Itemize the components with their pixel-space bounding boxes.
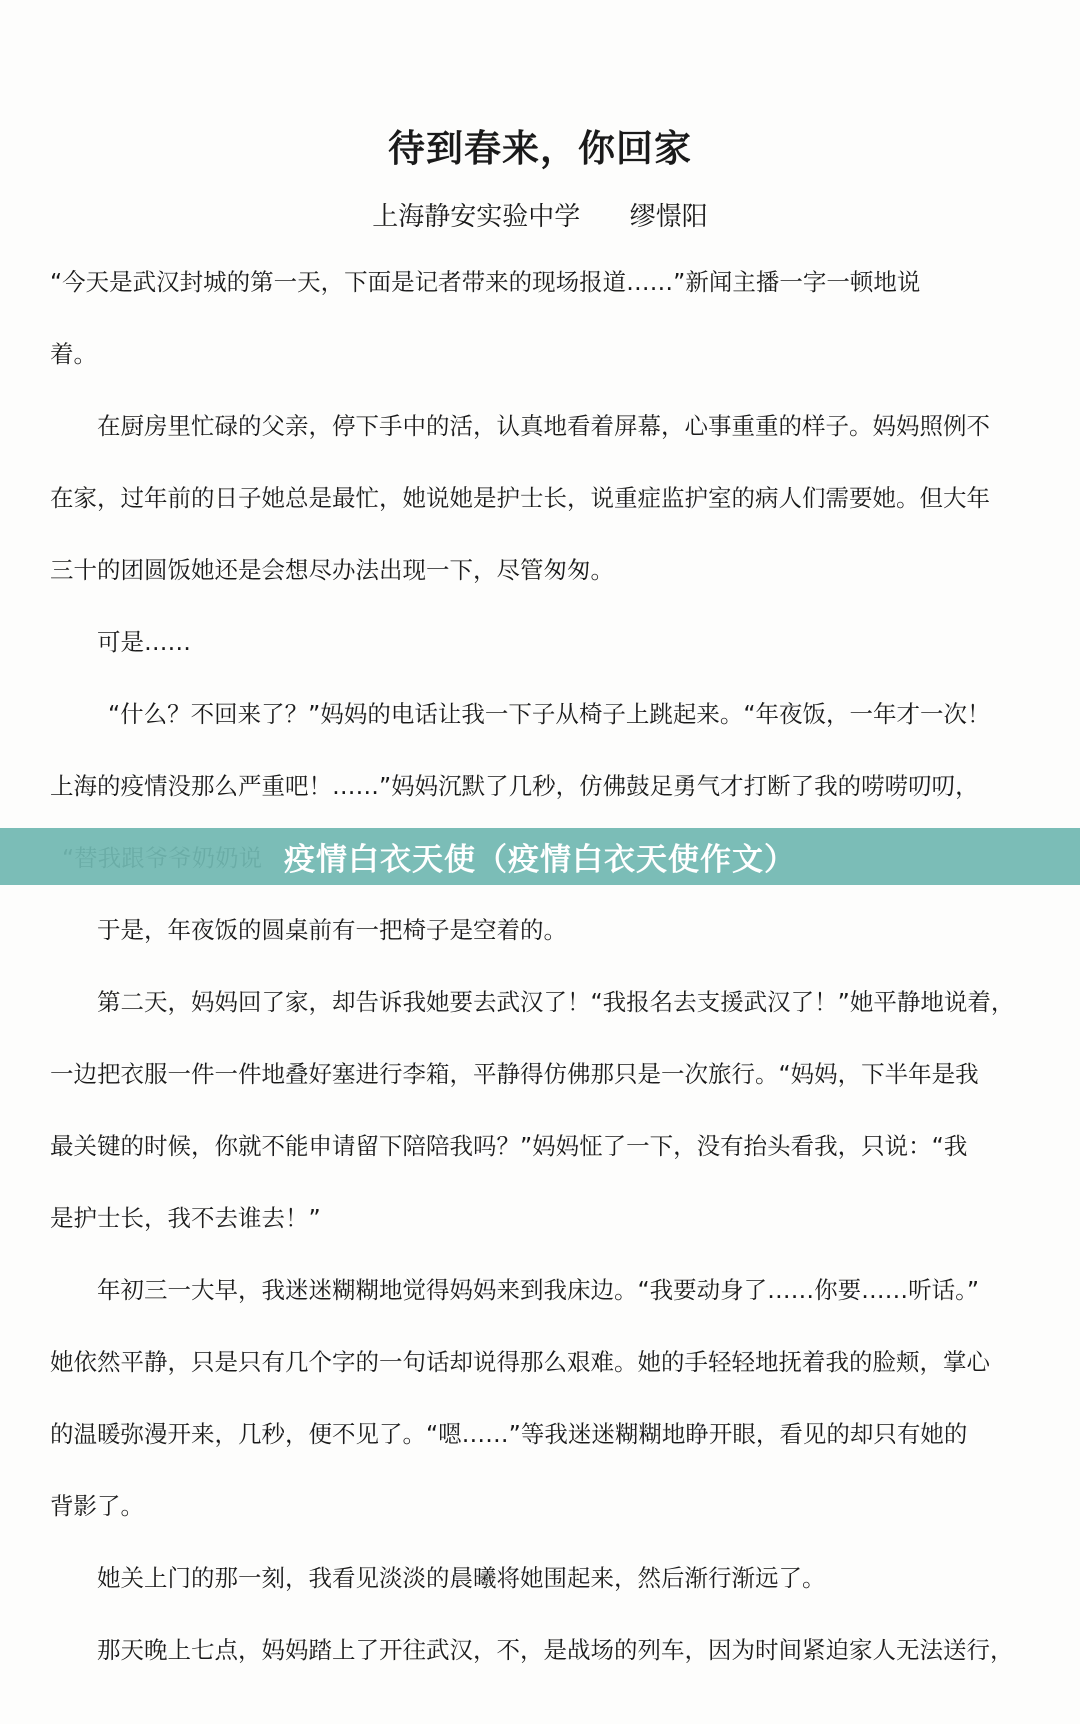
text-line: 那天晚上七点，妈妈踏上了开往武汉，不，是战场的列车，因为时间紧迫家人无法送行，: [97, 1636, 1014, 1664]
text-line: 三十的团圆饭她还是会想尽办法出现一下，尽管匆匆。: [50, 556, 614, 584]
text-line: “什么？不回来了？”妈妈的电话让我一下子从椅子上跳起来。“年夜饭，一年才一次！: [108, 700, 991, 728]
banner-title: 疫情白衣天使（疫情白衣天使作文）: [284, 842, 796, 878]
text-line: 的温暖弥漫开来，几秒，便不见了。“嗯……”等我迷迷糊糊地睁开眼，看见的却只有她的: [50, 1420, 968, 1448]
text-line: 年初三一大早，我迷迷糊糊地觉得妈妈来到我床边。“我要动身了……你要……听话。”: [97, 1276, 980, 1304]
article-byline: 上海静安实验中学 缪憬阳: [372, 202, 708, 232]
text-line: 着。: [50, 340, 97, 368]
text-line: 可是……: [97, 628, 191, 656]
title-banner: [0, 828, 1080, 885]
text-line: 她关上门的那一刻，我看见淡淡的晨曦将她围起来，然后渐行渐远了。: [97, 1564, 826, 1592]
text-line: 上海的疫情没那么严重吧！……”妈妈沉默了几秒，仿佛鼓足勇气才打断了我的唠唠叨叨，: [50, 772, 979, 800]
text-line: 是护士长，我不去谁去！”: [50, 1204, 321, 1232]
text-line: 第二天，妈妈回了家，却告诉我她要去武汉了！“我报名去支援武汉了！”她平静地说着，: [97, 988, 1015, 1016]
text-line: 她依然平静，只是只有几个字的一句话却说得那么艰难。她的手轻轻地抚着我的脸颊，掌心: [50, 1348, 990, 1376]
text-line: 背影了。: [50, 1492, 144, 1520]
text-line: “今天是武汉封城的第一天，下面是记者带来的现场报道……”新闻主播一字一顿地说: [50, 268, 921, 296]
text-line: 最关键的时候，你就不能申请留下陪陪我吗？”妈妈怔了一下，没有抬头看我，只说：“我: [50, 1132, 968, 1160]
article-title: 待到春来，你回家: [388, 127, 692, 170]
text-line: 一边把衣服一件一件地叠好塞进行李箱，平静得仿佛那只是一次旅行。“妈妈，下半年是我: [50, 1060, 979, 1088]
text-line: 于是，年夜饭的圆桌前有一把椅子是空着的。: [97, 916, 567, 944]
text-line: 在家，过年前的日子她总是最忙，她说她是护士长，说重症监护室的病人们需要她。但大年: [50, 484, 990, 512]
text-line: 在厨房里忙碌的父亲，停下手中的活，认真地看着屏幕，心事重重的样子。妈妈照例不: [97, 412, 990, 440]
